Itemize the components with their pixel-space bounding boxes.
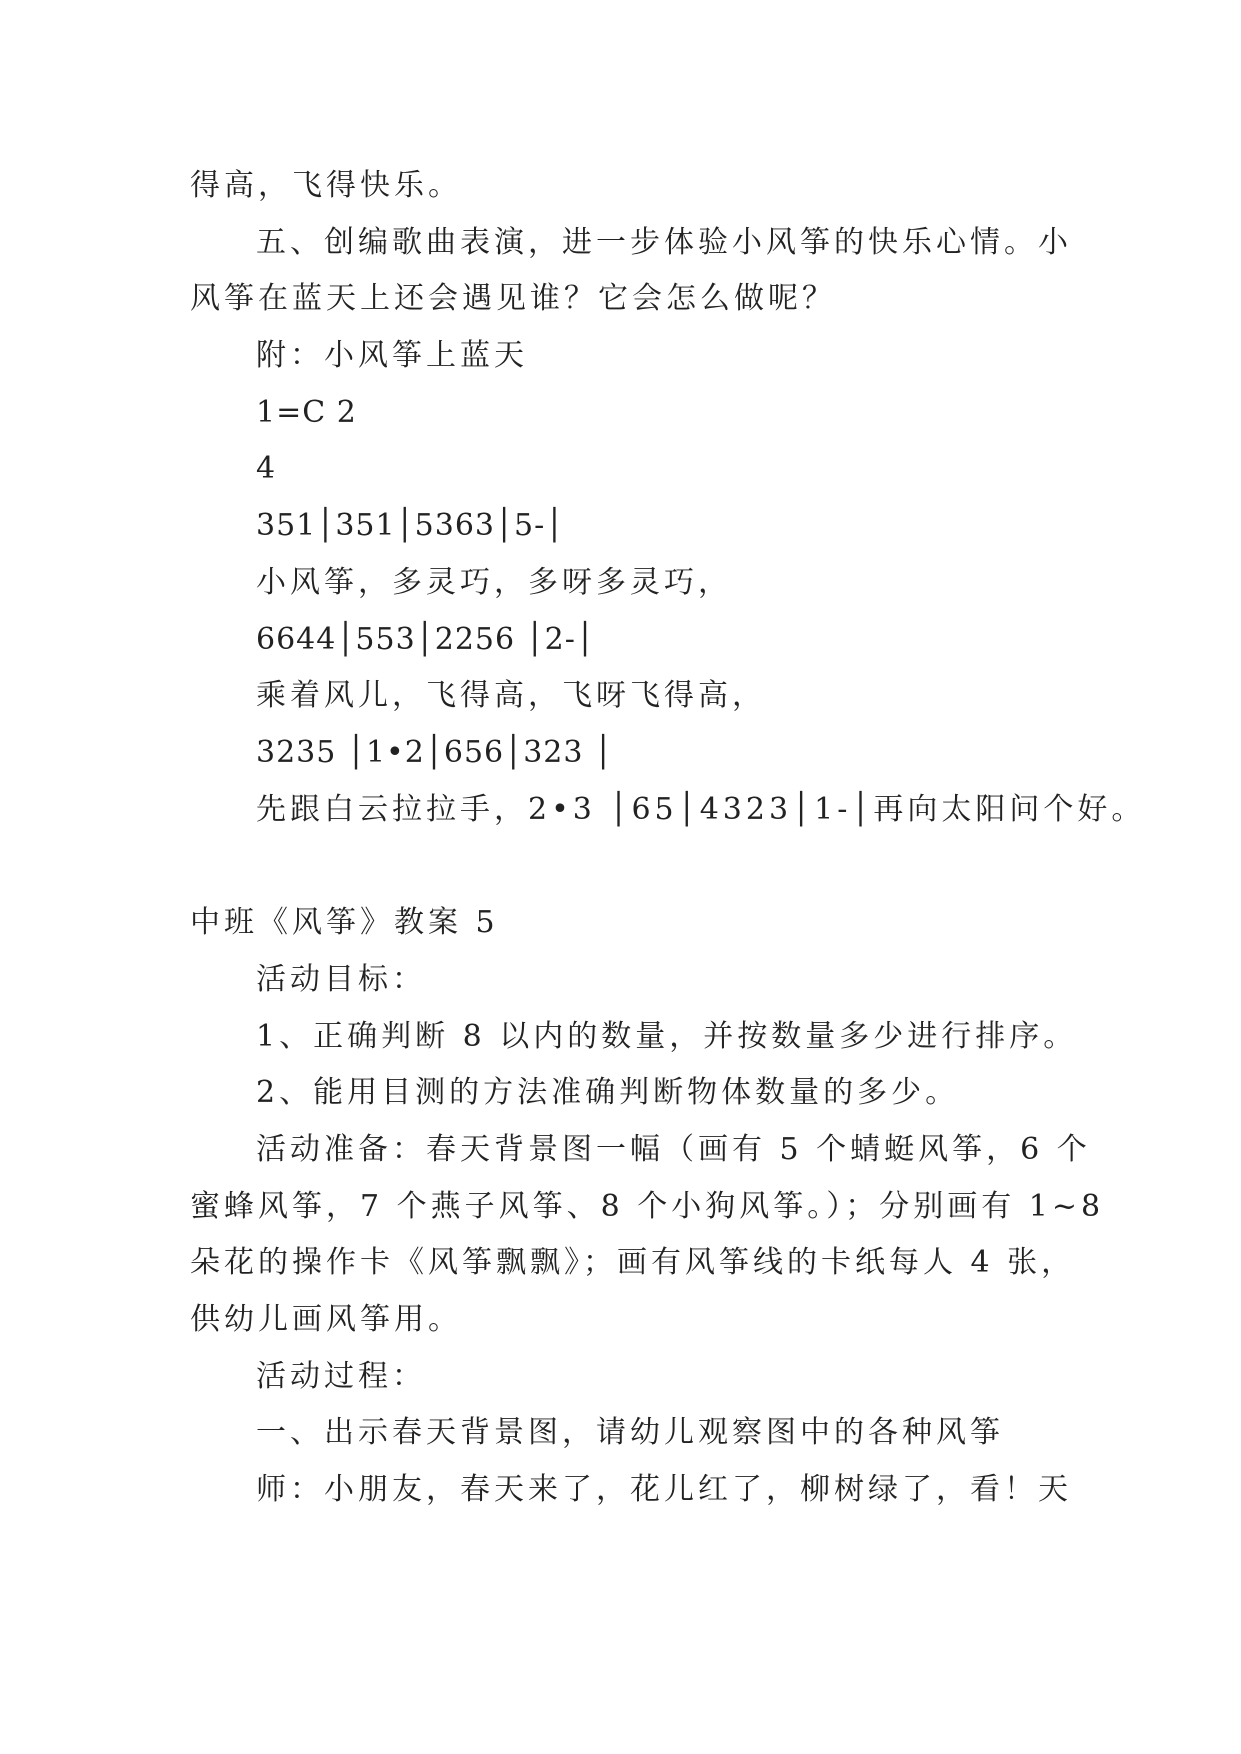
text-line: 活动目标： [256,962,426,997]
text-line: 师：小朋友，春天来了，花儿红了，柳树绿了，看！天 [256,1472,1072,1507]
text-line: 风筝在蓝天上还会遇见谁？它会怎么做呢？ [190,281,836,316]
music-notation-line: 351│351│5363│5-│ [256,508,565,543]
text-line: 1、正确判断 8 以内的数量，并按数量多少进行排序。 [256,1019,1078,1054]
text-line: 2、能用目测的方法准确判断物体数量的多少。 [256,1075,960,1110]
music-key: 1=C 2 [256,395,357,430]
text-line: 一、出示春天背景图，请幼儿观察图中的各种风筝 [256,1415,1004,1450]
text-line: 得高，飞得快乐。 [190,168,462,203]
text-line: 供幼儿画风筝用。 [190,1302,462,1337]
lyric-line: 小风筝，多灵巧，多呀多灵巧， [256,565,732,600]
lyric-line: 先跟白云拉拉手，2•3 │65│4323│1-│再向太阳问个好。 [256,792,1146,827]
text-line: 蜜蜂风筝，7 个燕子风筝、8 个小狗风筝。）；分别画有 1~8 [190,1189,1105,1224]
song-title: 附：小风筝上蓝天 [256,338,528,373]
text-line: 五、创编歌曲表演，进一步体验小风筝的快乐心情。小 [256,225,1072,260]
music-notation-line: 3235 │1•2│656│323 │ [256,735,614,770]
music-meter: 4 [256,451,277,486]
text-line: 活动准备：春天背景图一幅（画有 5 个蜻蜓风筝，6 个 [256,1132,1091,1167]
text-line: 活动过程： [256,1359,426,1394]
section-heading: 中班《风筝》教案 5 [190,905,499,940]
lyric-line: 乘着风儿，飞得高，飞呀飞得高， [256,678,766,713]
text-line: 朵花的操作卡《风筝飘飘》；画有风筝线的卡纸每人 4 张， [190,1245,1076,1280]
music-notation-line: 6644│553│2256 │2-│ [256,622,595,657]
